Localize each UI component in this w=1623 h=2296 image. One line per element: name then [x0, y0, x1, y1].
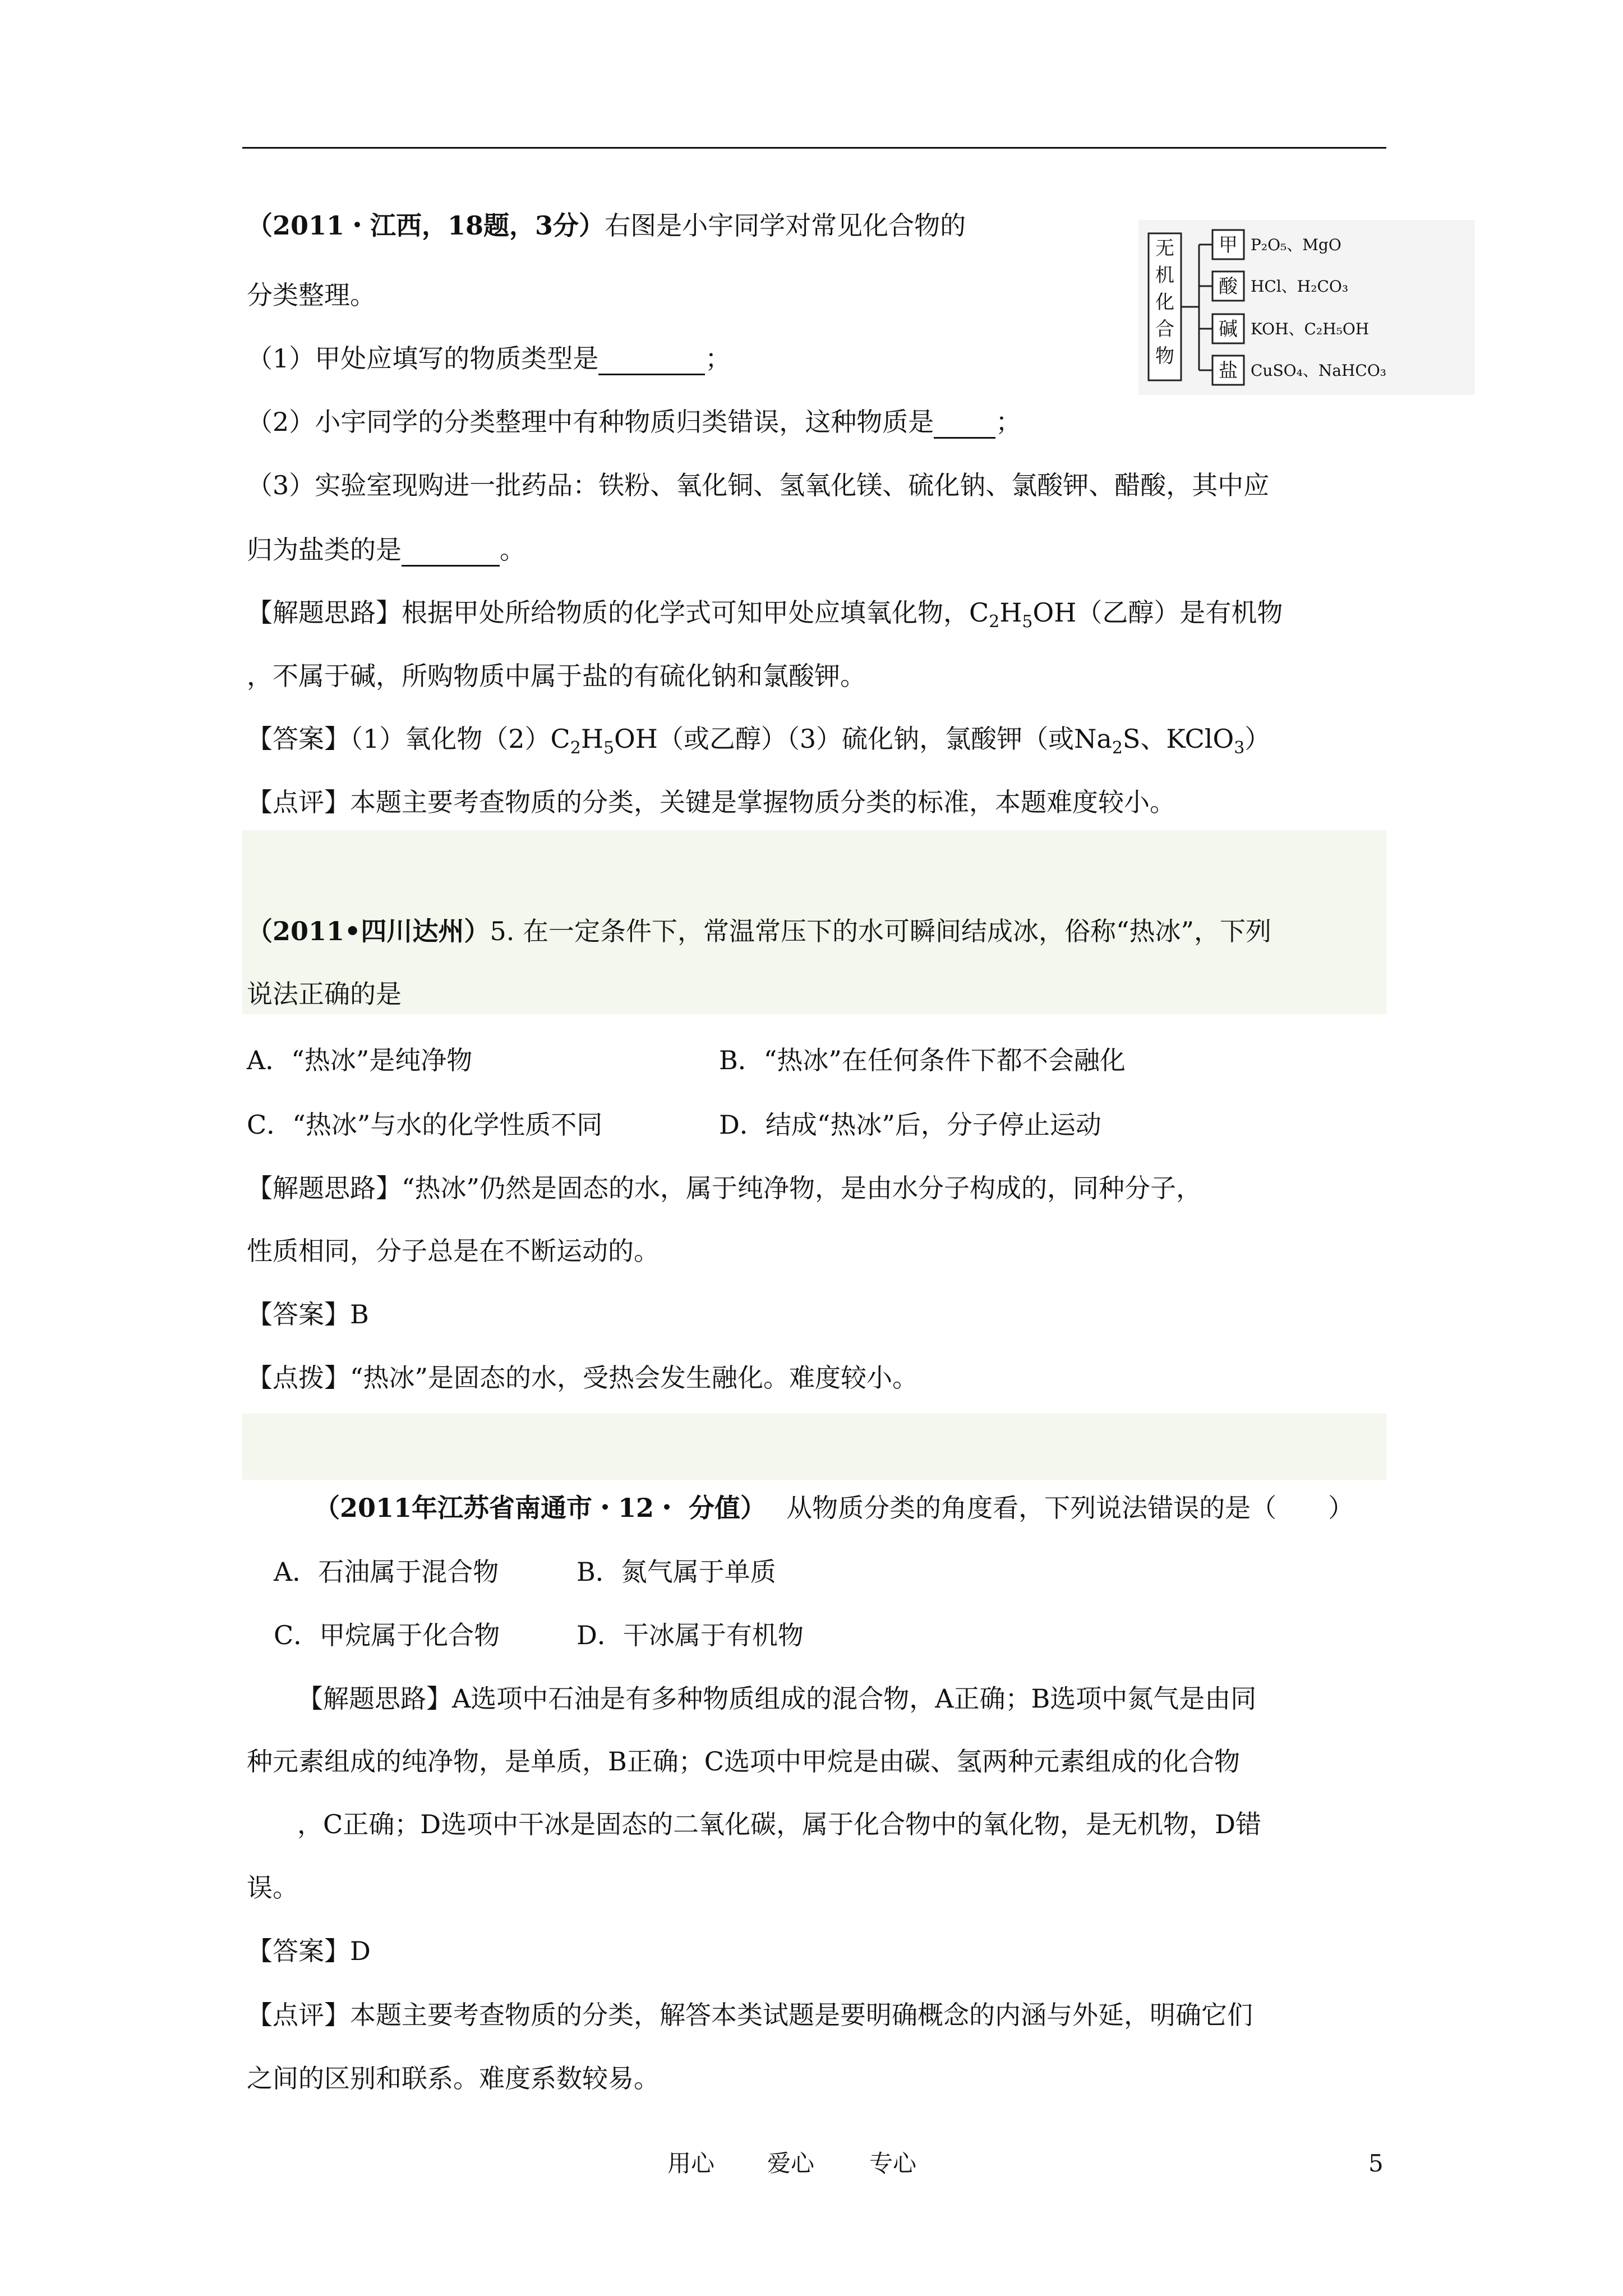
q2-stem-text: 5. 在一定条件下，常温常压下的水可瞬间结成冰，俗称“热冰”，下列 — [490, 916, 1271, 946]
q2-idea-tag: 【解题思路】 — [247, 1173, 402, 1203]
q1-answer-sub2: 5 — [603, 738, 615, 758]
diagram-category-items: KOH、C₂H₅OH — [1251, 320, 1370, 338]
q3-answer-tag: 【答案】 — [247, 1936, 350, 1966]
q1-idea-line2: ，不属于碱，所购物质中属于盐的有硫化钠和氯酸钾。 — [247, 661, 866, 691]
q3-answer-value: D — [350, 1936, 371, 1966]
q2-idea-text: “热冰”仍然是固态的水，属于纯净物，是由水分子构成的，同种分子， — [402, 1173, 1202, 1203]
q2-idea-line1 — [247, 1171, 1202, 1205]
q1-sub3-suffix: 。 — [500, 535, 525, 565]
diagram-category-label: 甲 — [1219, 234, 1238, 256]
q2-tip-tag: 【点拨】 — [247, 1363, 350, 1393]
q3-option-d: D．干冰属于有机物 — [577, 1620, 804, 1650]
q1-sub1-suffix: ； — [705, 343, 731, 374]
diagram-category-label: 盐 — [1219, 360, 1238, 382]
q1-answer-b: H — [580, 724, 603, 754]
q2-idea-line2: 性质相同，分子总是在不断运动的。 — [247, 1236, 660, 1266]
q1-idea-tag: 【解题思路】 — [247, 597, 402, 628]
q3-answer — [247, 1934, 371, 1968]
q2-option-a: A．“热冰”是纯净物 — [247, 1045, 473, 1075]
q3-idea-line3: ，C正确；D选项中干冰是固态的二氧化碳，属于化合物中的氧化物，是无机物，D错 — [297, 1809, 1261, 1839]
footer-word-3: 专心 — [869, 2150, 917, 2177]
q1-comment-tag: 【点评】 — [247, 787, 350, 817]
q3-idea-line4: 误。 — [247, 1872, 298, 1903]
q2-option-b: B．“热冰”在任何条件下都不会融化 — [719, 1045, 1126, 1075]
q1-intro-line1 — [247, 209, 966, 242]
diagram-root-char-2: 机 — [1155, 264, 1174, 287]
q3-idea-text: A选项中石油是有多种物质组成的混合物，A正确；B选项中氮气是由同 — [452, 1683, 1257, 1714]
q1-idea-text-a: 根据甲处所给物质的化学式可知甲处应填氧化物，C — [402, 597, 989, 628]
q2-answer — [247, 1297, 369, 1331]
footer-word-1: 用心 — [667, 2150, 715, 2177]
q1-intro-line2: 分类整理。 — [247, 280, 376, 310]
classification-diagram — [1138, 220, 1475, 395]
diagram-root-char-4: 合 — [1155, 318, 1174, 341]
page-number: 5 — [1368, 2150, 1384, 2177]
q1-sub3-text: 归为盐类的是 — [247, 535, 402, 565]
q3-comment-tag: 【点评】 — [247, 2000, 350, 2030]
q1-sub3-line1: （3）实验室现购进一批药品：铁粉、氧化铜、氢氧化镁、硫化钠、氯酸钾、醋酸，其中应 — [247, 470, 1270, 500]
q1-sub2-blank — [934, 410, 995, 439]
q1-sub2-suffix: ； — [995, 407, 1022, 437]
q1-sub2 — [247, 405, 1021, 439]
q1-idea-text-c: OH（乙醇）是有机物 — [1032, 597, 1283, 628]
diagram-category-label: 酸 — [1219, 275, 1238, 298]
q1-sub1 — [247, 342, 731, 375]
q3-comment-line1 — [247, 1998, 1253, 2032]
diagram-category-items: CuSO₄、NaHCO₃ — [1251, 361, 1387, 380]
q1-comment-text: 本题主要考查物质的分类，关键是掌握物质分类的标准，本题难度较小。 — [350, 787, 1175, 817]
diagram-root-char-3: 化 — [1155, 291, 1174, 314]
q1-idea-text-b: H — [999, 597, 1022, 628]
q1-answer-d: S、KClO — [1122, 724, 1234, 754]
q1-answer-tag: 【答案】 — [247, 724, 350, 754]
q2-option-d: D．结成“热冰”后，分子停止运动 — [719, 1110, 1101, 1140]
diagram-category-items: HCl、H₂CO₃ — [1251, 277, 1349, 296]
q1-intro-a: 右图是小宇同学对常见化合物的 — [605, 210, 966, 241]
q1-answer-a: （1）氧化物（2）C — [350, 724, 570, 754]
q1-comment — [247, 785, 1175, 819]
q2-stem-line1 — [247, 914, 1271, 948]
q1-idea-sub1: 2 — [989, 612, 1000, 632]
q3-idea-line1 — [297, 1682, 1256, 1715]
q1-answer-c: OH（或乙醇）（3）硫化钠，氯酸钾（或Na — [614, 724, 1112, 754]
q3-option-a: A．石油属于混合物 — [274, 1557, 499, 1587]
q1-answer — [247, 722, 1270, 756]
q3-idea-line2: 种元素组成的纯净物，是单质，B正确；C选项中甲烷是由碳、氢两种元素组成的化合物 — [247, 1746, 1240, 1777]
q1-sub2-text: （2）小宇同学的分类整理中有种物质归类错误，这种物质是 — [247, 407, 934, 437]
q1-answer-sub4: 3 — [1234, 738, 1245, 758]
q2-source: （2011•四川达州） — [247, 916, 490, 946]
q3-highlight-band — [242, 1414, 1386, 1480]
q3-option-b: B．氮气属于单质 — [577, 1557, 776, 1587]
q2-tip — [247, 1361, 918, 1395]
q1-source: （2011・江西，18题，3分） — [247, 210, 605, 241]
q1-sub1-text: （1）甲处应填写的物质类型是 — [247, 343, 599, 374]
q1-idea-sub2: 5 — [1022, 612, 1033, 632]
header-rule — [242, 147, 1386, 149]
q1-answer-e: ） — [1244, 724, 1271, 754]
footer-word-2: 爱心 — [767, 2150, 815, 2177]
diagram-category-label: 碱 — [1219, 318, 1238, 341]
q3-comment-line2: 之间的区别和联系。难度系数较易。 — [247, 2063, 660, 2093]
q1-idea-line1 — [247, 596, 1283, 632]
q1-sub3-line2 — [247, 533, 525, 567]
q2-stem-line2: 说法正确的是 — [247, 979, 402, 1009]
diagram-root-char-1: 无 — [1155, 237, 1174, 260]
q3-option-c: C．甲烷属于化合物 — [274, 1620, 500, 1650]
q3-stem-text: 从物质分类的角度看，下列说法错误的是（ ） — [786, 1493, 1354, 1523]
q2-option-c: C．“热冰”与水的化学性质不同 — [247, 1110, 603, 1140]
q1-answer-sub1: 2 — [570, 738, 581, 758]
q1-sub3-blank — [402, 538, 500, 567]
q3-stem — [314, 1491, 1354, 1525]
classification-diagram-svg — [1138, 220, 1475, 395]
q1-answer-sub3: 2 — [1112, 738, 1123, 758]
q2-tip-text: “热冰”是固态的水，受热会发生融化。难度较小。 — [350, 1363, 919, 1393]
q1-sub1-blank — [598, 347, 705, 375]
q2-answer-tag: 【答案】 — [247, 1299, 350, 1329]
q2-answer-value: B — [350, 1299, 369, 1329]
q3-comment-text: 本题主要考查物质的分类，解答本类试题是要明确概念的内涵与外延，明确它们 — [350, 2000, 1253, 2030]
diagram-category-items: P₂O₅、MgO — [1251, 236, 1341, 254]
q3-idea-tag: 【解题思路】 — [297, 1683, 452, 1714]
diagram-root-char-5: 物 — [1155, 345, 1174, 367]
q3-source: （2011年江苏省南通市・12・ 分值） — [314, 1493, 767, 1523]
